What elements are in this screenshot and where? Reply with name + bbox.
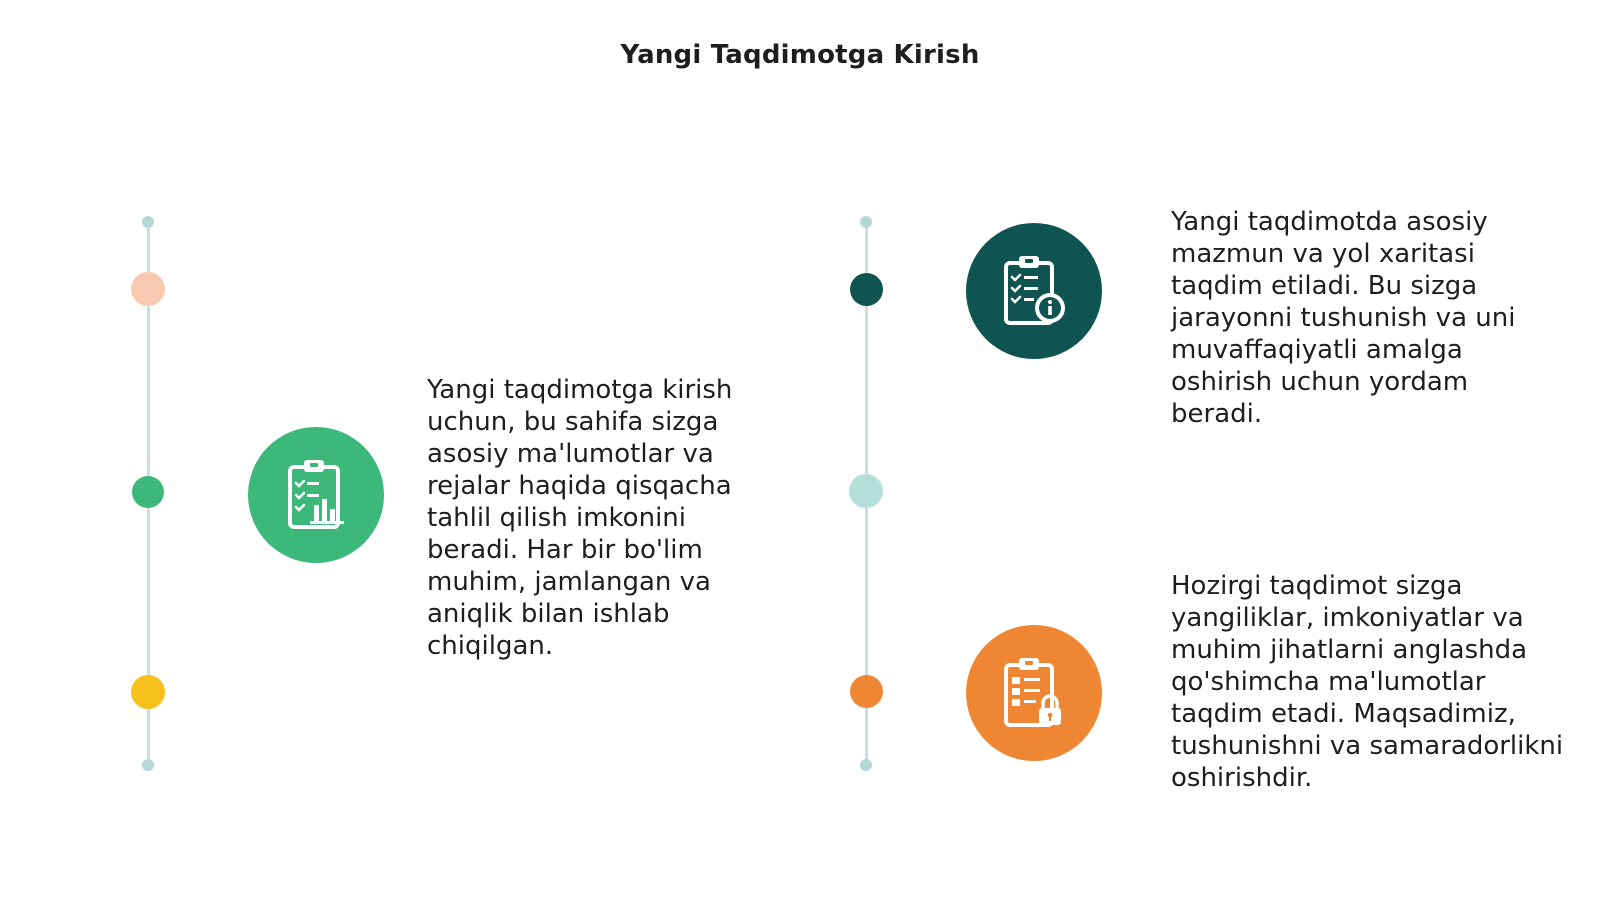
- right-timeline-dot-mint: [849, 474, 883, 508]
- left-timeline-start-dot: [142, 216, 154, 228]
- page-title: Yangi Taqdimotga Kirish: [620, 40, 980, 70]
- clipboard-info-icon: [994, 251, 1074, 331]
- left-timeline-dot-green: [132, 476, 164, 508]
- item-3-icon-circle: [966, 625, 1102, 761]
- left-timeline-end-dot: [142, 759, 154, 771]
- clipboard-chart-icon: [276, 455, 356, 535]
- item-1-icon-circle: [248, 427, 384, 563]
- item-1-description: Yangi taqdimotga kirish uchun, bu sahifa sizga asosiy ma'lumotlar va rejalar haqida qisqacha tahlil qilish imkonini beradi. Har bir bo'lim muhim, jamlangan va aniqlik bilan ishlab chiqilgan.: [427, 375, 733, 661]
- right-timeline-end-dot: [860, 759, 872, 771]
- left-timeline-dot-yellow: [131, 675, 165, 709]
- item-2-description: Yangi taqdimotda asosiy mazmun va yol xaritasi taqdim etiladi. Bu sizga jarayonni tushunish va uni muvaffaqiyatli amalga oshirish uchun yordam beradi.: [1171, 207, 1516, 429]
- clipboard-lock-icon: [994, 653, 1074, 733]
- right-timeline-dot-dark-teal: [850, 273, 883, 306]
- right-timeline-start-dot: [860, 216, 872, 228]
- left-timeline-dot-peach: [131, 272, 165, 306]
- right-timeline-dot-orange: [850, 675, 883, 708]
- item-2-icon-circle: [966, 223, 1102, 359]
- item-3-description: Hozirgi taqdimot sizga yangiliklar, imkoniyatlar va muhim jihatlarni anglashda qo'shimcha ma'lumotlar taqdim etadi. Maqsadimiz, tushunishni va samaradorlikni oshirishdir.: [1171, 571, 1564, 793]
